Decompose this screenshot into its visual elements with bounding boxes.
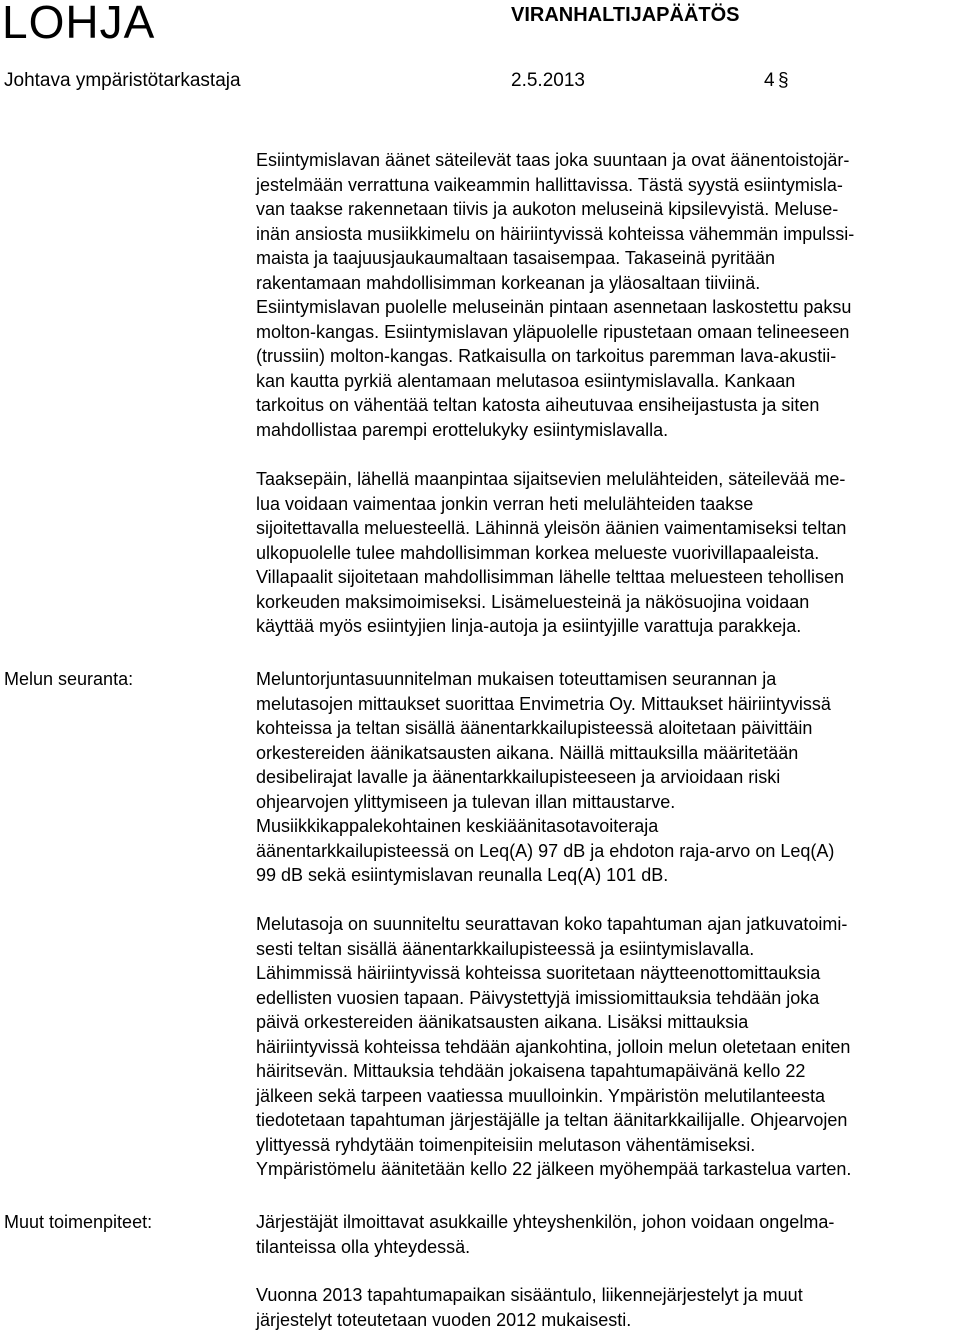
paragraph-noise-barriers: Taaksepäin, lähellä maanpintaa sijaitsevien melulähteiden, säteilevää me- lua voidaan vaimentaa jonkin verran heti melulähteiden taakse sijoitettavalla meluesteellä. Lähinnä yleisön äänien vaimentamiseksi teltan ulkopuolelle tulee mahdollisimman korkea melueste vuorivillapaaleista. Villapaalit sijoitetaan mahdollisimman lähelle telttaa meluesteen tehollisen korkeuden maksimoimiseksi. Lisämeluesteinä ja näkösuojina voidaan käyttää myös esiintyjien linja-autoja ja esiintyjille varattuja parakkeja. bbox=[256, 469, 847, 636]
paragraph-arrangements: Vuonna 2013 tapahtumapaikan sisääntulo, liikennejärjestelyt ja muut järjestelyt toteutetaan vuoden 2012 mukaisesti. bbox=[256, 1285, 803, 1330]
document-date: 2.5.2013 bbox=[511, 70, 585, 91]
document-type: VIRANHALTIJAPÄÄTÖS bbox=[511, 4, 740, 26]
paragraph-monitoring: Meluntorjuntasuunnitelman mukaisen toteuttamisen seurannan ja melutasojen mittaukset suorittaa Envimetria Oy. Mittaukset häiriintyvissä kohteissa ja teltan sisällä äänentarkkailupisteessä aloitetaan päivittäin orkestereiden äänikatsausten aikana. Näillä mittauksilla määritetään desibelirajat lavalle ja äänentarkkailupisteeseen ja arvioidaan riski ohjearvojen ylittymiseen ja tulevan illan mittaustarve. Musiikkikappalekohtainen keskiäänitasotavoiteraja äänentarkkailupisteessä on Leq(A) 97 dB ja ehdoton raja-arvo on Leq(A) 99 dB sekä esiintymislavan reunalla Leq(A) 101 dB. bbox=[256, 669, 835, 885]
label-other-measures: Muut toimenpiteet: bbox=[4, 1212, 153, 1232]
label-noise-monitoring: Melun seuranta: bbox=[4, 669, 134, 689]
author-title: Johtava ympäristötarkastaja bbox=[4, 70, 241, 91]
paragraph-measurements: Melutasoja on suunniteltu seurattavan koko tapahtuman ajan jatkuvatoimi- sesti teltan sisällä äänentarkkailupisteessä ja esiintymislavalla. Lähimmissä häiriintyvissä kohteissa suoritetaan näytteenottomittauksia edellisten vuosien tapaan. Päivystettyjä imissiomittauksia tehdään joka päivä orkestereiden äänikatsausten aikana. Lisäksi mittauksia häiriintyvissä kohteissa tehdään ajankohtina, jolloin melun oletetaan eniten häiritsevän. Mittauksia tehdään jokaisena tapahtumapäivänä kello 22 jälkeen sekä tarpeen vaatiessa muulloinkin. Ympäristön melutilanteesta tiedotetaan tapahtuman järjestäjälle ja teltan äänitarkkailijalle. Ohjearvojen ylittyessä ryhdytään toimenpiteisiin melutason vähentämiseksi. Ympäristömelu äänitetään kello 22 jälkeen myöhempää tarkastelua varten. bbox=[256, 914, 852, 1179]
section-sign: § bbox=[778, 70, 789, 91]
paragraph-stage-noise: Esiintymislavan äänet säteilevät taas joka suuntaan ja ovat äänentoistojär- jestelmään verrattuna vaikeammin hallittavissa. Tästä syystä esiintymisla- van taakse rakennetaan tiivis ja aukoton meluseinä kipsilevyistä. Meluse- inän ansiosta musiikkimelu on häiriintyvissä kohteissa vähemmän impulssi- maista ja taajuusjaukaumaltaan tasaisempaa. Takaseinä pyritään rakentamaan mahdollisimman korkeanan ja yläosaltaan tiiviinä. Esiintymislavan puolelle meluseinän pintaan asennetaan laskostettu paksu molton-kangas. Esiintymislavan yläpuolelle ripustetaan omaan telineeseen (trussiin) molton-kangas. Ratkaisulla on tarkoitus paremman lava-akustii- kan kautta pyrkiä alentamaan melutasoa esiintymislavalla. Kankaan tarkoitus on vähentää teltan katosta aiheutuvaa ensiheijastusta ja siten mahdollistaa parempi erottelukyky esiintymislavalla. bbox=[256, 150, 855, 440]
organization-logo: LOHJA bbox=[2, 0, 156, 48]
paragraph-contact-person: Järjestäjät ilmoittavat asukkaille yhteyshenkilön, johon voidaan ongelma- tilanteissa olla yhteydessä. bbox=[256, 1212, 835, 1257]
page-number: 4 bbox=[764, 70, 775, 91]
